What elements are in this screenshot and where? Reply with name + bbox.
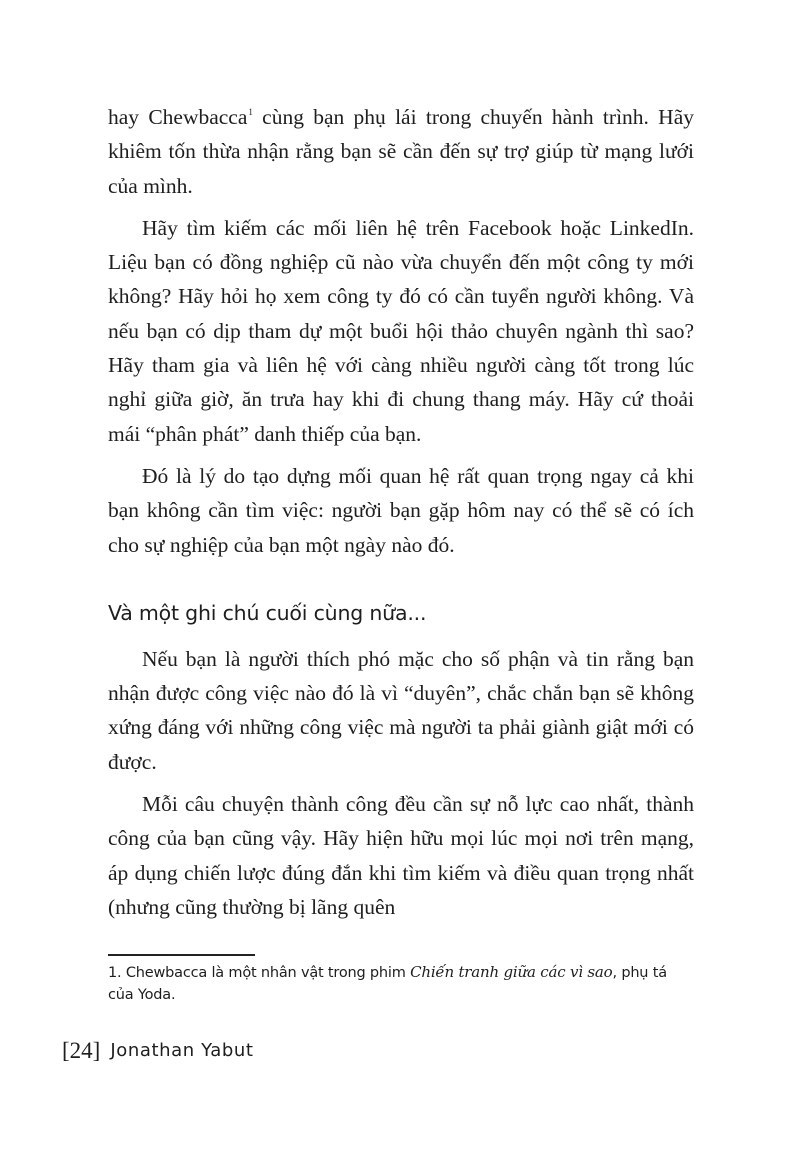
page-body — [108, 100, 694, 932]
page-number: [24] — [62, 1038, 101, 1063]
footnote-film-title: Chiến tranh giữa các vì sao — [410, 963, 613, 981]
paragraph-5: Mỗi câu chuyện thành công đều cần sự nỗ lực cao nhất, thành công của bạn cũng vậy. Hãy hiện hữu mọi lúc mọi nơi trên mạng, áp dụng chiến lược đúng đắn khi tìm kiếm và điều quan trọng nhất (nhưng cũng thường bị lãng quên — [108, 792, 694, 919]
footnote-reference: 1 — [248, 107, 253, 117]
paragraph-1 — [108, 100, 694, 203]
paragraph-1-rest: cùng bạn phụ lái trong chuyến hành trình. Hãy khiêm tốn thừa nhận rằng bạn sẽ cần đến sự trợ giúp từ mạng lưới của mình. — [108, 105, 695, 198]
section-heading: Và một ghi chú cuối cùng nữa... — [108, 600, 427, 625]
footnote — [108, 961, 694, 1006]
paragraph-4: Nếu bạn là người thích phó mặc cho số phận và tin rằng bạn nhận được công việc nào đó là vì “duyên”, chắc chắn bạn sẽ không xứng đáng với những công việc mà người ta phải giành giật mới có được. — [108, 646, 694, 774]
footnote-divider — [108, 954, 255, 956]
page-footer — [62, 1037, 254, 1065]
paragraph-2: Hãy tìm kiếm các mối liên hệ trên Facebook hoặc LinkedIn. Liệu bạn có đồng nghiệp cũ nào vừa chuyển đến một công ty mới không? Hãy hỏi họ xem công ty đó có cần tuyển người không. Và nếu bạn có dịp tham dự một buổi hội thảo chuyên ngành thì sao? Hãy tham gia và liên hệ với càng nhiều người càng tốt trong lúc nghỉ giữa giờ, ăn trưa hay khi đi chung thang máy. Hãy cứ thoải mái “phân phát” danh thiếp của bạn. — [108, 215, 694, 446]
running-author: Jonathan Yabut — [110, 1040, 254, 1061]
footnote-suffix: , phụ tá của Yoda. — [108, 965, 667, 1003]
paragraph-3: Đó là lý do tạo dựng mối quan hệ rất quan trọng ngay cả khi bạn không cần tìm việc: người bạn gặp hôm nay có thể sẽ có ích cho sự nghiệp của bạn một ngày nào đó. — [108, 463, 694, 557]
paragraph-1-start: hay Chewbacca — [108, 105, 248, 129]
footnote-prefix: 1. Chewbacca là một nhân vật trong phim — [108, 965, 411, 981]
